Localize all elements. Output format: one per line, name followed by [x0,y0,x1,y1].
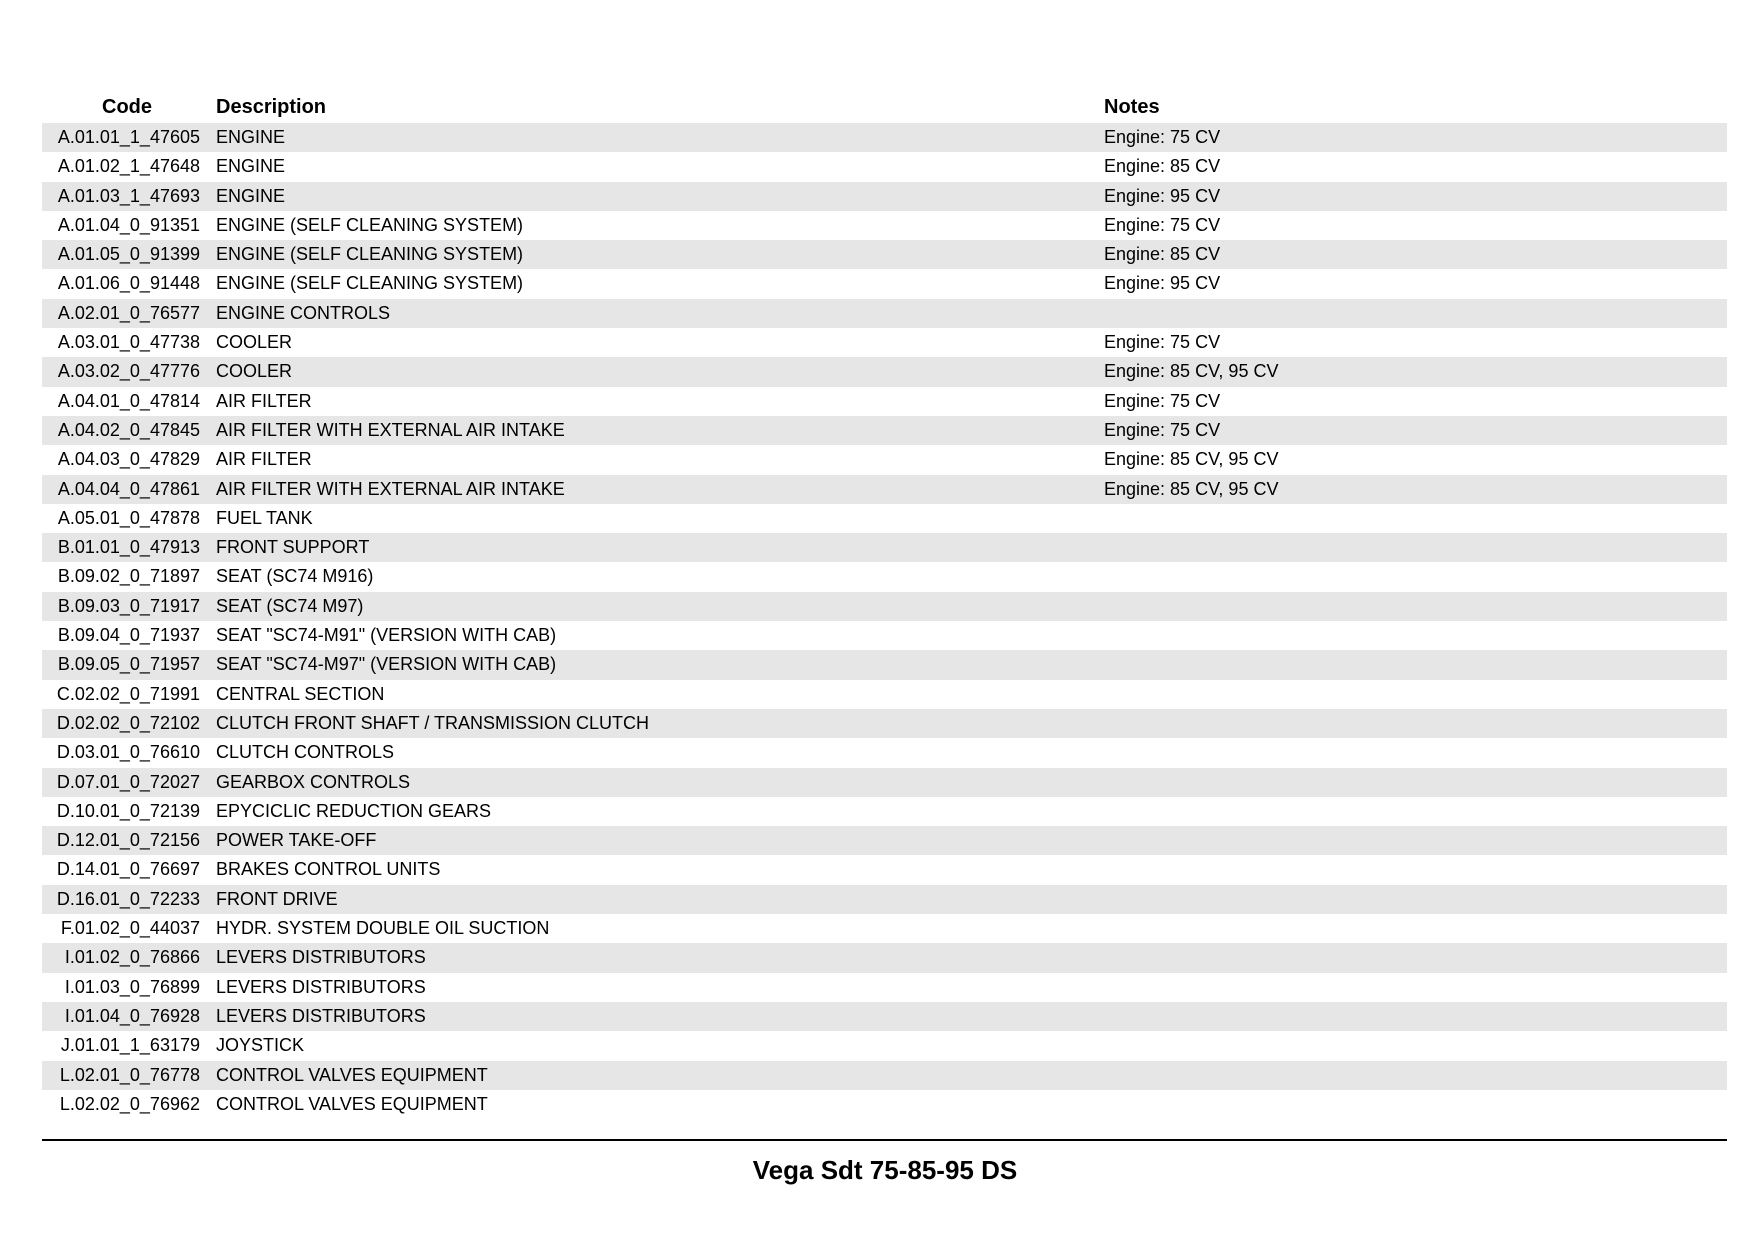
cell-description: AIR FILTER WITH EXTERNAL AIR INTAKE [216,478,565,499]
cell-description: AIR FILTER [216,449,312,470]
table-row [42,211,1727,240]
cell-description: SEAT (SC74 M97) [216,595,364,616]
cell-code: D.16.01_0_72233 [56,888,200,909]
cell-description: CENTRAL SECTION [216,683,385,704]
table-row [42,680,1727,709]
cell-code: J.01.01_1_63179 [60,1035,200,1056]
table-row [42,445,1727,474]
cell-description: HYDR. SYSTEM DOUBLE OIL SUCTION [216,918,550,939]
cell-code: D.10.01_0_72139 [56,800,200,821]
table-row [42,592,1727,621]
cell-code: C.02.02_0_71991 [56,683,200,704]
cell-code: A.03.02_0_47776 [57,361,200,382]
cell-code: D.02.02_0_72102 [56,712,200,733]
cell-description: ENGINE CONTROLS [216,302,391,323]
cell-code: A.01.03_1_47693 [57,185,200,206]
cell-description: LEVERS DISTRIBUTORS [216,947,426,968]
column-header-notes: Notes [1104,96,1160,118]
cell-notes: Engine: 85 CV [1104,156,1221,177]
table-row [42,709,1727,738]
cell-code: D.03.01_0_76610 [56,742,200,763]
table-row [42,797,1727,826]
cell-notes: Engine: 85 CV, 95 CV [1104,478,1279,499]
table-row [42,973,1727,1002]
cell-description: FRONT DRIVE [216,888,338,909]
cell-description: BRAKES CONTROL UNITS [216,859,441,880]
cell-description: CONTROL VALVES EQUIPMENT [216,1064,488,1085]
cell-description: ENGINE (SELF CLEANING SYSTEM) [216,214,524,235]
cell-description: CONTROL VALVES EQUIPMENT [216,1093,488,1114]
table-row [42,269,1727,298]
table-row [42,621,1727,650]
footer-divider [42,1139,1727,1141]
cell-description: ENGINE [216,185,286,206]
table-row [42,299,1727,328]
cell-notes: Engine: 95 CV [1104,185,1221,206]
cell-notes: Engine: 75 CV [1104,390,1221,411]
table-row [42,738,1727,767]
cell-description: JOYSTICK [216,1035,305,1056]
parts-table [42,123,1727,1119]
cell-code: A.04.03_0_47829 [57,449,200,470]
table-row [42,1061,1727,1090]
cell-code: B.09.04_0_71937 [57,625,200,646]
table-row [42,182,1727,211]
table-row [42,914,1727,943]
table-row [42,387,1727,416]
cell-description: AIR FILTER WITH EXTERNAL AIR INTAKE [216,419,565,440]
table-row [42,123,1727,152]
cell-code: L.02.02_0_76962 [59,1093,200,1114]
cell-code: A.03.01_0_47738 [57,332,200,353]
table-row [42,416,1727,445]
table-row [42,1002,1727,1031]
cell-description: COOLER [216,332,293,353]
cell-code: B.09.02_0_71897 [57,566,200,587]
cell-code: F.01.02_0_44037 [60,918,200,939]
cell-notes: Engine: 75 CV [1104,419,1221,440]
table-header [42,96,1727,122]
cell-code: B.09.05_0_71957 [57,654,200,675]
cell-description: ENGINE (SELF CLEANING SYSTEM) [216,273,524,294]
cell-notes: Engine: 85 CV [1104,244,1221,265]
cell-code: D.12.01_0_72156 [56,830,200,851]
cell-description: CLUTCH CONTROLS [216,742,395,763]
cell-code: I.01.02_0_76866 [64,947,200,968]
cell-description: LEVERS DISTRIBUTORS [216,1005,426,1026]
table-row [42,328,1727,357]
cell-description: COOLER [216,361,293,382]
cell-description: CLUTCH FRONT SHAFT / TRANSMISSION CLUTCH [216,712,650,733]
cell-code: D.07.01_0_72027 [56,771,200,792]
cell-code: D.14.01_0_76697 [56,859,200,880]
cell-notes: Engine: 75 CV [1104,332,1221,353]
cell-code: A.04.02_0_47845 [57,419,200,440]
cell-description: FRONT SUPPORT [216,537,370,558]
table-row [42,357,1727,386]
cell-description: SEAT "SC74-M97" (VERSION WITH CAB) [216,654,557,675]
table-row [42,240,1727,269]
table-row [42,562,1727,591]
cell-description: ENGINE [216,127,286,147]
table-row [42,943,1727,972]
cell-code: A.01.06_0_91448 [57,273,200,294]
cell-code: I.01.03_0_76899 [64,976,200,997]
table-row [42,152,1727,181]
cell-code: I.01.04_0_76928 [64,1005,200,1026]
cell-notes: Engine: 75 CV [1104,214,1221,235]
table-row [42,855,1727,884]
cell-description: SEAT (SC74 M916) [216,566,374,587]
table-row [42,826,1727,855]
cell-description: AIR FILTER [216,390,312,411]
cell-description: SEAT "SC74-M91" (VERSION WITH CAB) [216,625,557,646]
cell-code: A.01.05_0_91399 [57,244,200,265]
table-row [42,504,1727,533]
cell-description: ENGINE (SELF CLEANING SYSTEM) [216,244,524,265]
table-row [42,533,1727,562]
cell-description: POWER TAKE-OFF [216,830,377,851]
table-row [42,1031,1727,1060]
cell-description: FUEL TANK [216,507,313,528]
cell-notes: Engine: 95 CV [1104,273,1221,294]
footer-title: Vega Sdt 75-85-95 DS [752,1155,1018,1185]
cell-description: EPYCICLIC REDUCTION GEARS [216,800,492,821]
column-header-code: Code [102,96,152,118]
column-header-description: Description [216,96,327,118]
cell-description: ENGINE [216,156,286,177]
table-row [42,475,1727,504]
cell-code: B.01.01_0_47913 [57,537,200,558]
cell-code: A.04.04_0_47861 [57,478,200,499]
cell-notes: Engine: 85 CV, 95 CV [1104,361,1279,382]
cell-code: A.05.01_0_47878 [57,507,200,528]
cell-code: L.02.01_0_76778 [59,1064,200,1085]
table-row [42,885,1727,914]
cell-code: A.02.01_0_76577 [57,302,200,323]
cell-code: A.04.01_0_47814 [57,390,200,411]
cell-notes: Engine: 75 CV [1104,127,1221,147]
cell-code: A.01.01_1_47605 [57,127,200,147]
cell-code: A.01.04_0_91351 [57,214,200,235]
table-row [42,650,1727,679]
cell-code: B.09.03_0_71917 [57,595,200,616]
table-row [42,768,1727,797]
cell-notes: Engine: 85 CV, 95 CV [1104,449,1279,470]
cell-description: LEVERS DISTRIBUTORS [216,976,426,997]
cell-code: A.01.02_1_47648 [57,156,200,177]
table-row [42,1090,1727,1119]
cell-description: GEARBOX CONTROLS [216,771,411,792]
